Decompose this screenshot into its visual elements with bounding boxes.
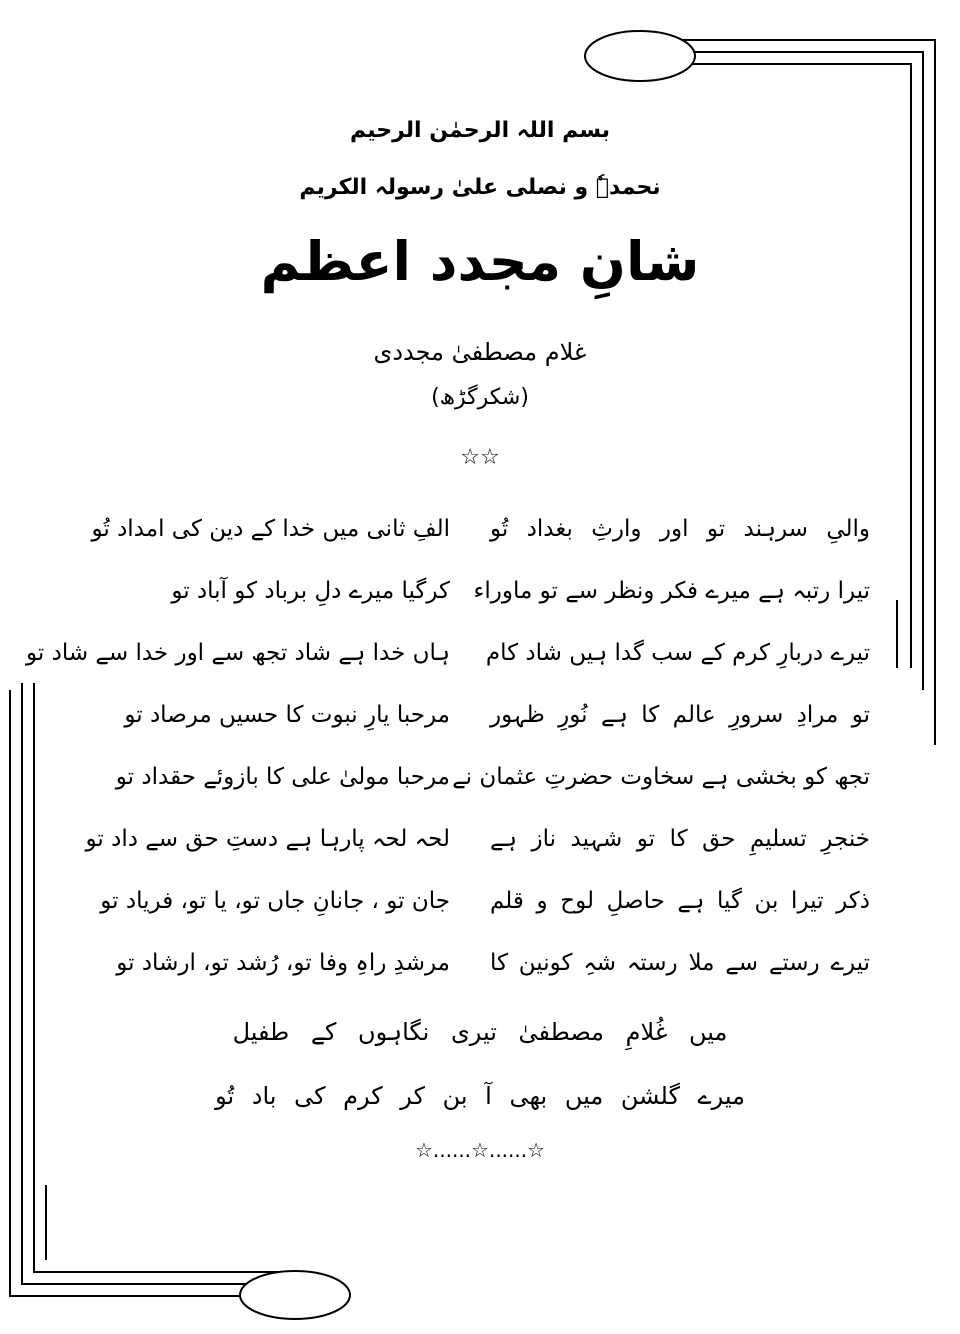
couplet-first-line: والیِ سرہند تو اور وارثِ بغداد تُو [490,516,870,542]
couplet-first-line: تیرے رستے سے ملا رستہ شہِ کونین کا [490,950,870,976]
couplet-second-line: مرحبا یارِ نبوت کا حسیں مرصاد تو [124,702,450,728]
couplet-row [25,622,870,684]
couplet-second-line: مرشدِ راہِ وفا تو، رُشد تو، ارشاد تو [116,950,450,976]
author-place: (شکرگڑھ) [431,385,529,410]
couplet-first-line: تو مرادِ سرورِ عالم کا ہے نُورِ ظہور [490,702,870,728]
couplet-first-line: تیرے دربارِ کرم کے سب گدا ہیں شاد کام [485,640,870,666]
couplet-second-line: ہاں خدا ہے شاد تجھ سے اور خدا سے شاد تو [25,640,450,666]
bismillah: بسم اللہ الرحمٰن الرحیم [349,118,610,143]
couplet-first-line: تیرا رتبہ ہے میرے فکر ونظر سے تو ماوراء [473,578,870,604]
couplet-row [70,498,870,560]
closing-line-1: میں غُلامِ مصطفیٰ تیری نگاہوں کے طفیل [232,1018,728,1046]
footer-stars: ☆......☆......☆ [414,1138,546,1162]
salutation: نحمدہٗ و نصلی علیٰ رسولہ الکریم [299,175,661,200]
couplet-row [70,808,870,870]
couplet-first-line: تجھ کو بخشی ہے سخاوت حضرتِ عثمان نے [452,764,870,790]
couplet-row [70,870,870,932]
couplet-first-line: ذکر تیرا بن گیا ہے حاصلِ لوح و قلم [490,888,870,914]
couplet-first-line: خنجرِ تسلیمِ حق کا تو شہید ناز ہے [490,826,870,852]
couplet-second-line: لحہ لحہ پارہا ہے دستِ حق سے داد تو [85,826,450,852]
couplet-second-line: مرحبا مولیٰ علی کا بازوئے حقداد تو [115,764,450,790]
couplet-list [25,498,870,994]
bottom-oval-ornament [240,1271,350,1319]
closing-line-2: میرے گلشن میں بھی آ بن کر کرم کی باد تُو [215,1082,745,1110]
couplet-row [70,684,870,746]
couplet-second-line: الفِ ثانی میں خدا کے دین کی امداد تُو [91,516,450,542]
couplet-row [70,560,870,622]
author-name: غلام مصطفیٰ مجددی [373,338,587,366]
couplet-row [70,932,870,994]
couplet-row [70,746,870,808]
couplet-second-line: کرگیا میرے دلِ برباد کو آباد تو [171,578,450,604]
poem-title: شانِ مجدد اعظم [260,230,700,293]
header-stars: ☆☆ [460,445,500,470]
couplet-second-line: جان تو ، جانانِ جاں تو، یا تو، فریاد تو [100,888,450,914]
top-oval-ornament [585,31,695,81]
